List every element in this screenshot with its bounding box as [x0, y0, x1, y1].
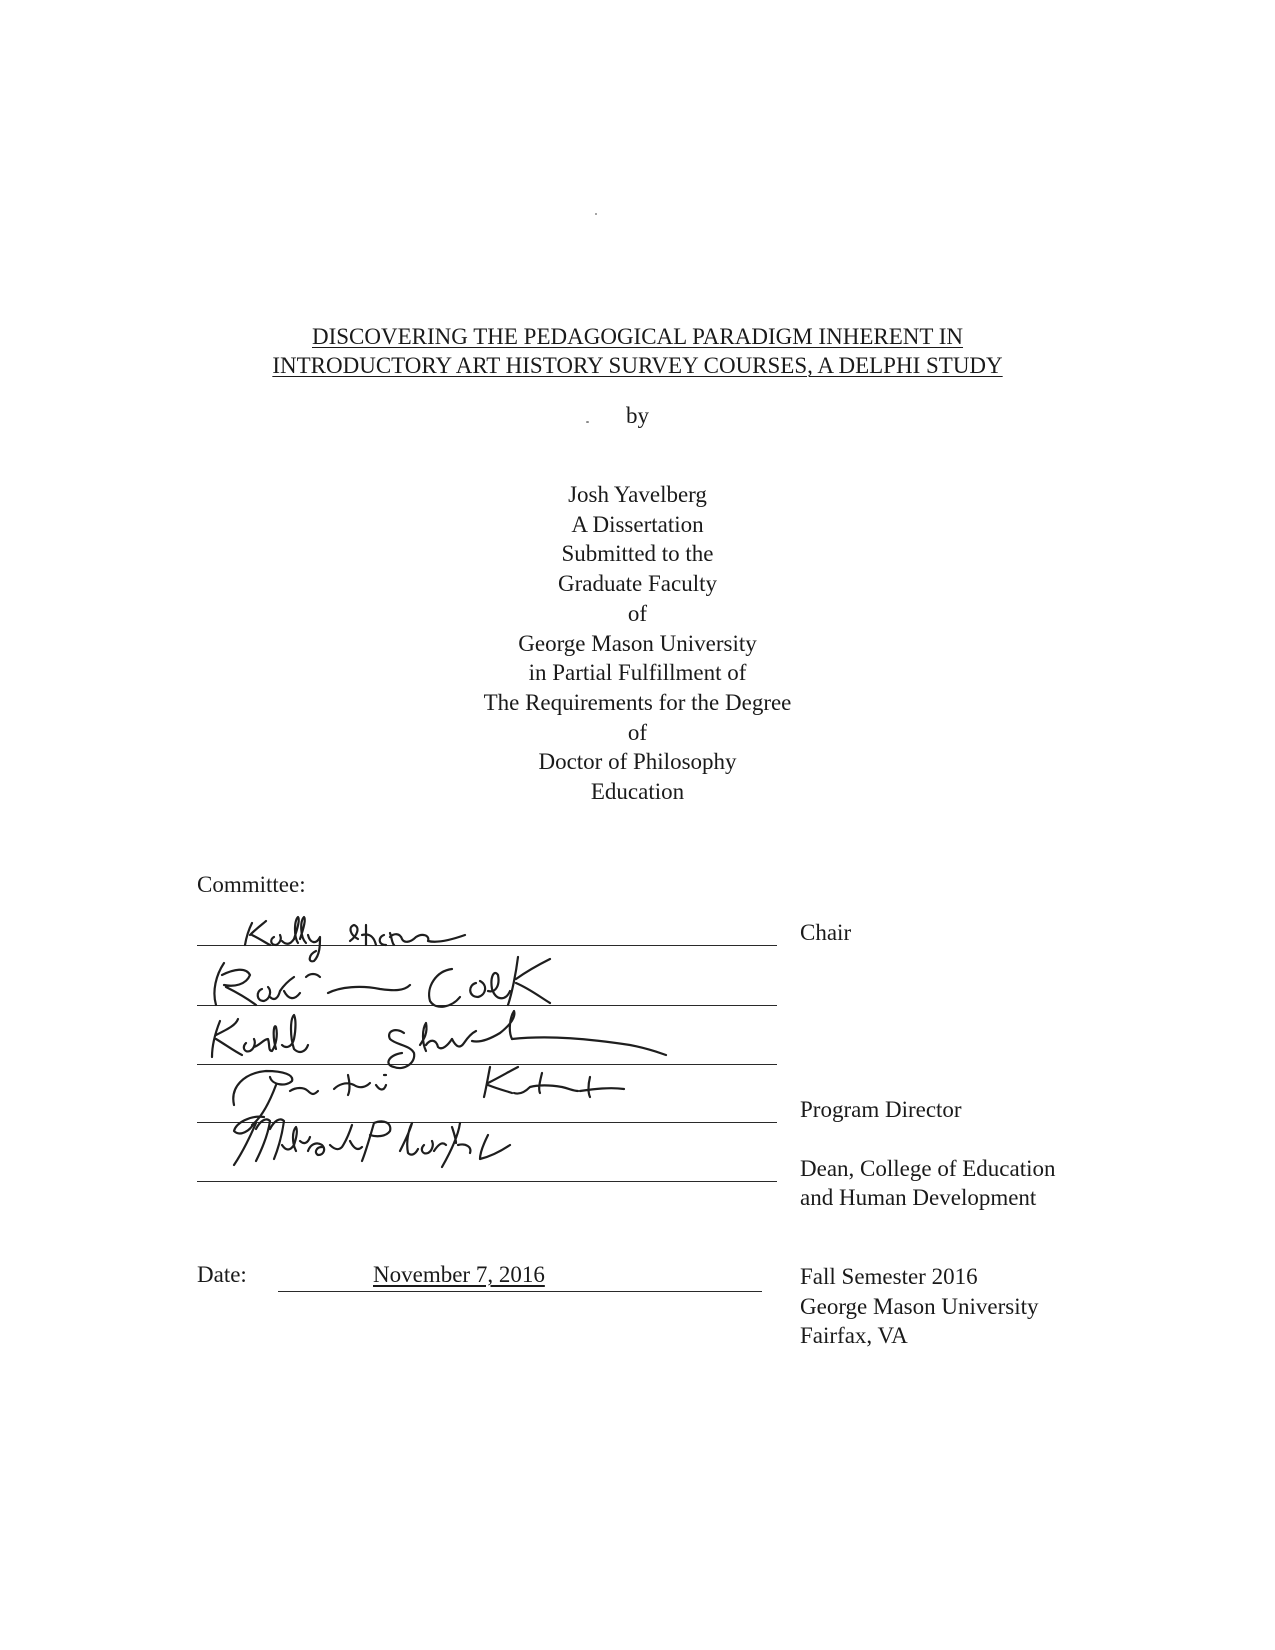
- role-dean: [800, 1154, 1055, 1212]
- signature-3: [212, 1011, 666, 1068]
- title-line-2: INTRODUCTORY ART HISTORY SURVEY COURSES, A DELPHI STUDY: [272, 353, 1003, 378]
- footer-location: Fairfax, VA: [800, 1323, 908, 1348]
- submission-line: Submitted to the: [561, 541, 714, 567]
- signature-5: [234, 1117, 510, 1167]
- semester: Fall Semester 2016: [800, 1264, 978, 1289]
- submission-line: Graduate Faculty: [557, 571, 718, 597]
- semester-info: [800, 1262, 1038, 1351]
- by-label: by: [626, 403, 649, 428]
- scan-speck: [595, 213, 597, 215]
- submission-line: The Requirements for the Degree: [483, 689, 792, 715]
- submission-line: of: [627, 719, 648, 745]
- scan-speck: [586, 421, 589, 423]
- submission-line: A Dissertation: [571, 511, 704, 537]
- signature-2: [214, 957, 550, 1007]
- signature-4: [233, 1067, 624, 1125]
- submission-line: in Partial Fulfillment of: [528, 660, 747, 686]
- role-dean-line-2: and Human Development: [800, 1185, 1037, 1210]
- committee-label: Committee:: [197, 872, 306, 897]
- role-program-director: Program Director: [800, 1097, 962, 1122]
- degree-field: Education: [590, 779, 685, 805]
- footer-university: George Mason University: [800, 1293, 1039, 1319]
- date-field: [278, 1262, 762, 1292]
- role-chair: Chair: [800, 920, 852, 945]
- submission-statement: [0, 480, 1275, 807]
- date-label: Date:: [197, 1262, 247, 1287]
- handwritten-signatures: [190, 905, 790, 1205]
- date-value: November 7, 2016: [373, 1262, 545, 1287]
- submission-line: of: [627, 600, 648, 626]
- role-dean-line-1: Dean, College of Education: [800, 1156, 1056, 1181]
- degree-name: Doctor of Philosophy: [538, 749, 737, 775]
- university-name: George Mason University: [518, 630, 757, 656]
- title-line-1: DISCOVERING THE PEDAGOGICAL PARADIGM INHERENT IN: [311, 324, 964, 349]
- author-name: Josh Yavelberg: [568, 482, 707, 507]
- signature-1: [245, 917, 465, 961]
- dissertation-title: [0, 322, 1275, 380]
